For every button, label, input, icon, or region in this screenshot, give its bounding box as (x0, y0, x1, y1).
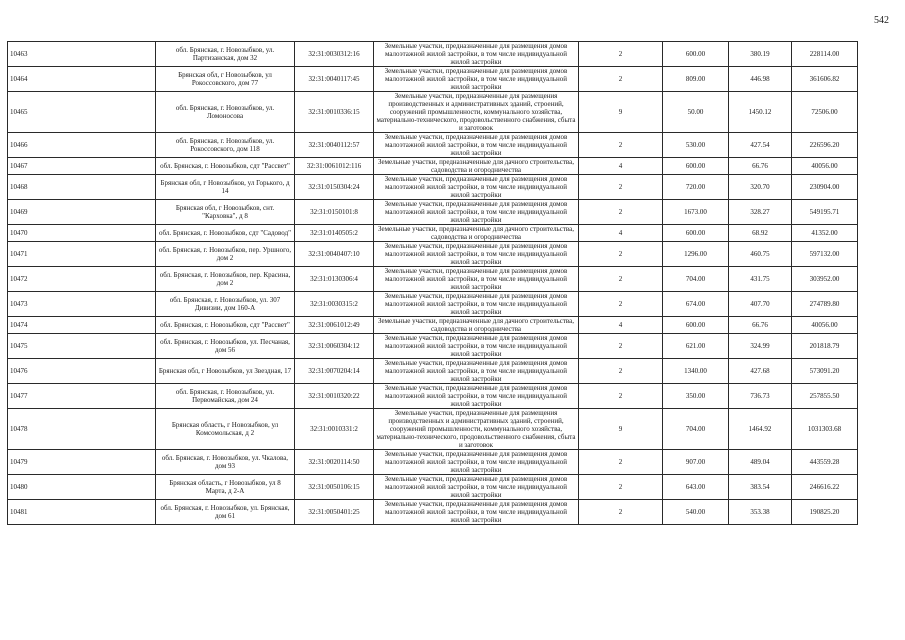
parcel-area: 540.00 (663, 500, 729, 525)
use-category: 2 (579, 359, 663, 384)
specific-value: 353.38 (729, 500, 792, 525)
table-row (8, 158, 858, 175)
parcel-address: обл. Брянская, г. Новозыбков, сдт "Рассвет" (156, 317, 295, 334)
specific-value: 427.68 (729, 359, 792, 384)
parcel-address: обл. Брянская, г. Новозыбков, ул. 307 Дивизии, дом 160-А (156, 292, 295, 317)
use-category: 2 (579, 133, 663, 158)
cadastral-number: 32:31:0040117:45 (295, 67, 374, 92)
use-category: 2 (579, 42, 663, 67)
table-row (8, 267, 858, 292)
table-row (8, 317, 858, 334)
cadastral-value: 41352.00 (792, 225, 858, 242)
cadastral-number: 32:31:0040112:57 (295, 133, 374, 158)
row-number: 10464 (8, 67, 156, 92)
parcel-address: Брянская обл, г Новозыбков, ул Рокоссовского, дом 77 (156, 67, 295, 92)
cadastral-number: 32:31:0150101:8 (295, 200, 374, 225)
permitted-use: Земельные участки, предназначенные для размещения домов малоэтажной жилой застройки, в том числе индивидуальной жилой застройки (374, 475, 579, 500)
parcel-address: обл. Брянская, г. Новозыбков, ул. Брянская, дом 61 (156, 500, 295, 525)
cadastral-number: 32:31:0070204:14 (295, 359, 374, 384)
cadastral-number: 32:31:0061012:49 (295, 317, 374, 334)
cadastral-register-table (7, 41, 858, 525)
row-number: 10463 (8, 42, 156, 67)
table-row (8, 42, 858, 67)
parcel-area: 600.00 (663, 158, 729, 175)
specific-value: 1450.12 (729, 92, 792, 133)
permitted-use: Земельные участки, предназначенные для размещения домов малоэтажной жилой застройки, в том числе индивидуальной жилой застройки (374, 267, 579, 292)
cadastral-number: 32:31:0030315:2 (295, 292, 374, 317)
table-row (8, 175, 858, 200)
use-category: 9 (579, 409, 663, 450)
specific-value: 380.19 (729, 42, 792, 67)
parcel-address: обл. Брянская, г. Новозыбков, ул. Ломоносова (156, 92, 295, 133)
parcel-area: 600.00 (663, 225, 729, 242)
parcel-address: обл. Брянская, г. Новозыбков, ул. Чкалова, дом 93 (156, 450, 295, 475)
specific-value: 328.27 (729, 200, 792, 225)
row-number: 10467 (8, 158, 156, 175)
row-number: 10480 (8, 475, 156, 500)
table-row (8, 67, 858, 92)
parcel-address: Брянская обл, г Новозыбков, снт. "Карховка", д 8 (156, 200, 295, 225)
parcel-area: 720.00 (663, 175, 729, 200)
specific-value: 431.75 (729, 267, 792, 292)
permitted-use: Земельные участки, предназначенные для дачного строительства, садоводства и огородничества (374, 317, 579, 334)
cadastral-value: 303952.00 (792, 267, 858, 292)
row-number: 10481 (8, 500, 156, 525)
table-row (8, 242, 858, 267)
specific-value: 427.54 (729, 133, 792, 158)
cadastral-value: 40056.00 (792, 317, 858, 334)
cadastral-value: 443559.28 (792, 450, 858, 475)
row-number: 10479 (8, 450, 156, 475)
table-row (8, 384, 858, 409)
permitted-use: Земельные участки, предназначенные для размещения производственных и административных зданий, строений, сооружений промышленности, коммунального хозяйства, материально-технического, продовольственного снабжения, сбыта и заготовок (374, 409, 579, 450)
table-row (8, 334, 858, 359)
row-number: 10466 (8, 133, 156, 158)
row-number: 10475 (8, 334, 156, 359)
cadastral-number: 32:31:0030312:16 (295, 42, 374, 67)
parcel-address: обл. Брянская, г. Новозыбков, ул. Рокоссовского, дом 118 (156, 133, 295, 158)
cadastral-number: 32:31:0060304:12 (295, 334, 374, 359)
cadastral-value: 361606.82 (792, 67, 858, 92)
cadastral-value: 40056.00 (792, 158, 858, 175)
use-category: 2 (579, 475, 663, 500)
cadastral-value: 228114.00 (792, 42, 858, 67)
table-row (8, 450, 858, 475)
specific-value: 489.04 (729, 450, 792, 475)
table-row (8, 92, 858, 133)
use-category: 2 (579, 384, 663, 409)
permitted-use: Земельные участки, предназначенные для размещения домов малоэтажной жилой застройки, в том числе индивидуальной жилой застройки (374, 292, 579, 317)
row-number: 10477 (8, 384, 156, 409)
parcel-area: 674.00 (663, 292, 729, 317)
use-category: 4 (579, 317, 663, 334)
table-row (8, 133, 858, 158)
use-category: 2 (579, 292, 663, 317)
cadastral-number: 32:31:0010331:2 (295, 409, 374, 450)
table-row (8, 292, 858, 317)
table-row (8, 409, 858, 450)
use-category: 2 (579, 242, 663, 267)
parcel-area: 643.00 (663, 475, 729, 500)
parcel-address: Брянская обл, г Новозыбков, ул Звездная, 17 (156, 359, 295, 384)
parcel-area: 1340.00 (663, 359, 729, 384)
cadastral-value: 1031303.68 (792, 409, 858, 450)
specific-value: 66.76 (729, 317, 792, 334)
cadastral-number: 32:31:0010320:22 (295, 384, 374, 409)
parcel-address: обл. Брянская, г. Новозыбков, сдт "Рассвет" (156, 158, 295, 175)
parcel-area: 600.00 (663, 42, 729, 67)
cadastral-value: 549195.71 (792, 200, 858, 225)
parcel-area: 621.00 (663, 334, 729, 359)
permitted-use: Земельные участки, предназначенные для размещения домов малоэтажной жилой застройки, в том числе индивидуальной жилой застройки (374, 42, 579, 67)
cadastral-value: 274789.80 (792, 292, 858, 317)
permitted-use: Земельные участки, предназначенные для размещения домов малоэтажной жилой застройки, в том числе индивидуальной жилой застройки (374, 334, 579, 359)
cadastral-number: 32:31:0130306:4 (295, 267, 374, 292)
permitted-use: Земельные участки, предназначенные для размещения домов малоэтажной жилой застройки, в том числе индивидуальной жилой застройки (374, 384, 579, 409)
use-category: 2 (579, 67, 663, 92)
cadastral-value: 597132.00 (792, 242, 858, 267)
table-row (8, 225, 858, 242)
use-category: 2 (579, 450, 663, 475)
parcel-area: 704.00 (663, 267, 729, 292)
cadastral-number: 32:31:0140505:2 (295, 225, 374, 242)
permitted-use: Земельные участки, предназначенные для размещения домов малоэтажной жилой застройки, в том числе индивидуальной жилой застройки (374, 359, 579, 384)
row-number: 10476 (8, 359, 156, 384)
page-number: 542 (874, 15, 889, 26)
cadastral-number: 32:31:0050401:25 (295, 500, 374, 525)
permitted-use: Земельные участки, предназначенные для размещения домов малоэтажной жилой застройки, в том числе индивидуальной жилой застройки (374, 175, 579, 200)
use-category: 2 (579, 267, 663, 292)
parcel-area: 350.00 (663, 384, 729, 409)
cadastral-number: 32:31:0050106:15 (295, 475, 374, 500)
permitted-use: Земельные участки, предназначенные для размещения домов малоэтажной жилой застройки, в том числе индивидуальной жилой застройки (374, 242, 579, 267)
table-row (8, 200, 858, 225)
table-row (8, 359, 858, 384)
cadastral-value: 190825.20 (792, 500, 858, 525)
cadastral-number: 32:31:0020114:50 (295, 450, 374, 475)
permitted-use: Земельные участки, предназначенные для дачного строительства, садоводства и огородничества (374, 225, 579, 242)
cadastral-value: 230904.00 (792, 175, 858, 200)
parcel-address: обл. Брянская, г. Новозыбков, ул. Партизанская, дом 32 (156, 42, 295, 67)
use-category: 2 (579, 334, 663, 359)
specific-value: 320.70 (729, 175, 792, 200)
cadastral-value: 257855.50 (792, 384, 858, 409)
use-category: 2 (579, 175, 663, 200)
use-category: 9 (579, 92, 663, 133)
specific-value: 446.98 (729, 67, 792, 92)
specific-value: 383.54 (729, 475, 792, 500)
parcel-address: обл. Брянская, г. Новозыбков, пер. Уршного, дом 2 (156, 242, 295, 267)
permitted-use: Земельные участки, предназначенные для размещения домов малоэтажной жилой застройки, в том числе индивидуальной жилой застройки (374, 200, 579, 225)
permitted-use: Земельные участки, предназначенные для размещения домов малоэтажной жилой застройки, в том числе индивидуальной жилой застройки (374, 450, 579, 475)
parcel-address: обл. Брянская, г. Новозыбков, ул. Первомайская, дом 24 (156, 384, 295, 409)
cadastral-number: 32:31:0061012:116 (295, 158, 374, 175)
row-number: 10471 (8, 242, 156, 267)
table-row (8, 475, 858, 500)
parcel-address: Брянская область, г Новозыбков, ул Комсомольская, д 2 (156, 409, 295, 450)
use-category: 2 (579, 200, 663, 225)
cadastral-value: 226596.20 (792, 133, 858, 158)
cadastral-number: 32:31:0040407:10 (295, 242, 374, 267)
parcel-address: обл. Брянская, г. Новозыбков, сдт "Садовод" (156, 225, 295, 242)
cadastral-value: 72506.00 (792, 92, 858, 133)
parcel-address: обл. Брянская, г. Новозыбков, пер. Красина, дом 2 (156, 267, 295, 292)
row-number: 10473 (8, 292, 156, 317)
specific-value: 407.70 (729, 292, 792, 317)
parcel-area: 809.00 (663, 67, 729, 92)
specific-value: 68.92 (729, 225, 792, 242)
cadastral-value: 573091.20 (792, 359, 858, 384)
table-row (8, 500, 858, 525)
parcel-area: 1673.00 (663, 200, 729, 225)
permitted-use: Земельные участки, предназначенные для размещения домов малоэтажной жилой застройки, в том числе индивидуальной жилой застройки (374, 67, 579, 92)
permitted-use: Земельные участки, предназначенные для размещения домов малоэтажной жилой застройки, в том числе индивидуальной жилой застройки (374, 500, 579, 525)
specific-value: 1464.92 (729, 409, 792, 450)
parcel-area: 50.00 (663, 92, 729, 133)
cadastral-value: 201818.79 (792, 334, 858, 359)
specific-value: 324.99 (729, 334, 792, 359)
parcel-address: Брянская область, г Новозыбков, ул 8 Марта, д 2-А (156, 475, 295, 500)
use-category: 2 (579, 500, 663, 525)
parcel-area: 600.00 (663, 317, 729, 334)
parcel-area: 907.00 (663, 450, 729, 475)
parcel-address: обл. Брянская, г. Новозыбков, ул. Песчаная, дом 56 (156, 334, 295, 359)
row-number: 10470 (8, 225, 156, 242)
specific-value: 460.75 (729, 242, 792, 267)
use-category: 4 (579, 158, 663, 175)
row-number: 10478 (8, 409, 156, 450)
row-number: 10469 (8, 200, 156, 225)
row-number: 10472 (8, 267, 156, 292)
permitted-use: Земельные участки, предназначенные для дачного строительства, садоводства и огородничества (374, 158, 579, 175)
parcel-area: 704.00 (663, 409, 729, 450)
use-category: 4 (579, 225, 663, 242)
cadastral-number: 32:31:0010336:15 (295, 92, 374, 133)
specific-value: 66.76 (729, 158, 792, 175)
parcel-address: Брянская обл, г Новозыбков, ул Горького, д 14 (156, 175, 295, 200)
permitted-use: Земельные участки, предназначенные для размещения домов малоэтажной жилой застройки, в том числе индивидуальной жилой застройки (374, 133, 579, 158)
row-number: 10468 (8, 175, 156, 200)
specific-value: 736.73 (729, 384, 792, 409)
parcel-area: 530.00 (663, 133, 729, 158)
permitted-use: Земельные участки, предназначенные для размещения производственных и административных зданий, строений, сооружений промышленности, коммунального хозяйства, материально-технического, продовольственного снабжения, сбыта и заготовок (374, 92, 579, 133)
row-number: 10474 (8, 317, 156, 334)
cadastral-value: 246616.22 (792, 475, 858, 500)
row-number: 10465 (8, 92, 156, 133)
cadastral-number: 32:31:0150304:24 (295, 175, 374, 200)
register-body (8, 42, 858, 525)
parcel-area: 1296.00 (663, 242, 729, 267)
